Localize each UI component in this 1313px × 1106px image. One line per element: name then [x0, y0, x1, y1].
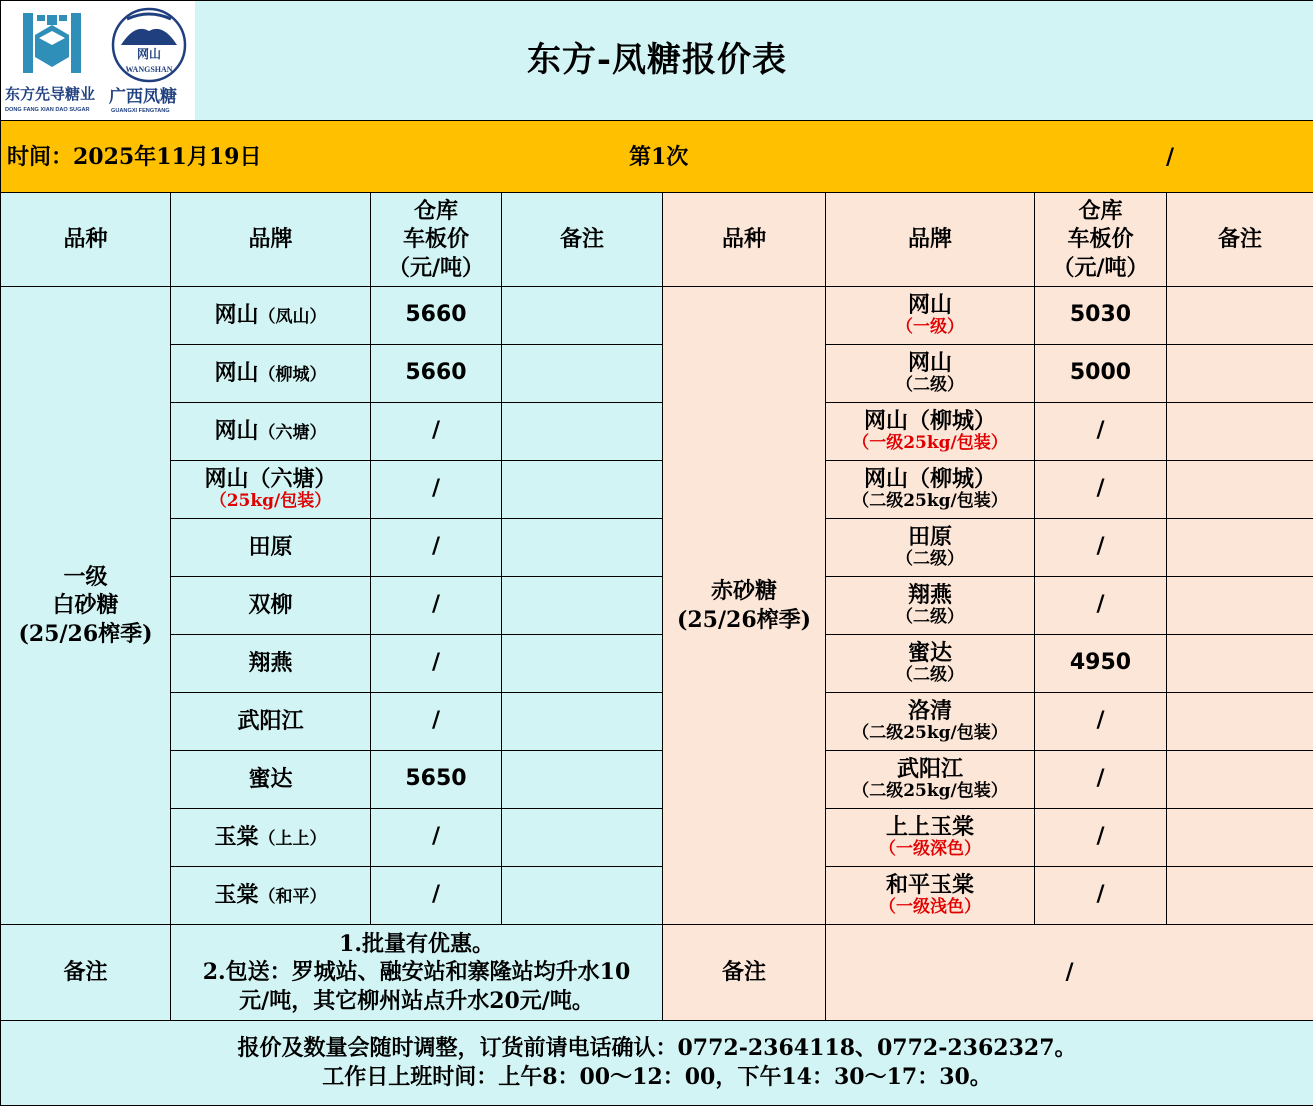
brand-right [826, 287, 1035, 345]
brand-right [826, 693, 1035, 751]
remarks-left [502, 461, 663, 519]
remarks-right [1167, 867, 1313, 925]
table-row [1, 635, 1313, 693]
brand-name: 玉棠 [214, 882, 258, 908]
brand-right [826, 635, 1035, 693]
brand-right [826, 867, 1035, 925]
brand-right [826, 519, 1035, 577]
table-row [1, 867, 1313, 925]
remarks-right [1167, 577, 1313, 635]
price-right: / [1035, 809, 1167, 867]
remarks-line-2: 2.包送：罗城站、融安站和寨隆站均升水10 [171, 958, 662, 987]
brand-name: 网山（六塘） [171, 467, 370, 491]
brand-right [826, 809, 1035, 867]
variety-right-line-2: (25/26榨季) [663, 606, 825, 635]
brand-sub: （二级） [826, 665, 1034, 685]
table-row [1, 403, 1313, 461]
date-label: 时间：2025年11月19日 [7, 143, 261, 172]
price-left: / [371, 403, 502, 461]
price-right: / [1035, 867, 1167, 925]
header-price-r1: 仓库 [1035, 197, 1166, 226]
price-left: / [371, 693, 502, 751]
remarks-right [1167, 403, 1313, 461]
header-brand-left: 品牌 [171, 193, 371, 287]
left-logo-text: 东方先导糖业 [5, 85, 95, 103]
brand-name: 武阳江 [826, 757, 1034, 781]
brand-sub: （一级浅色） [826, 897, 1034, 917]
seal-text: 网山 [137, 47, 161, 61]
brand-sub: （二级25kg/包装） [826, 781, 1034, 801]
info-bar [1, 121, 1313, 193]
header-remarks-left: 备注 [502, 193, 663, 287]
brand-name: 翔燕 [826, 583, 1034, 607]
remarks-left [502, 345, 663, 403]
header-price-right [1035, 193, 1167, 287]
brand-left [171, 809, 371, 867]
price-left: 5650 [371, 751, 502, 809]
remarks-left [502, 287, 663, 345]
brand-name: 和平玉棠 [826, 873, 1034, 897]
brand-name: 蜜达 [826, 641, 1034, 665]
header-brand-right: 品牌 [826, 193, 1035, 287]
brand-name: 网山 [826, 293, 1034, 317]
remarks-right [1167, 751, 1313, 809]
brand-sub: （二级） [826, 549, 1034, 569]
brand-name: 蜜达 [248, 766, 292, 792]
remarks-left [502, 403, 663, 461]
remarks-left [502, 751, 663, 809]
info-slash: / [1166, 143, 1174, 172]
remarks-left [502, 577, 663, 635]
variety-right [663, 287, 826, 925]
brand-sub: （六塘） [259, 423, 327, 443]
brand-right [826, 751, 1035, 809]
left-logo-en: DONG FANG XIAN DAO SUGAR [5, 107, 90, 113]
brand-sub: （一级） [826, 317, 1034, 337]
brand-sub: （凤山） [259, 307, 327, 327]
brand-sub: （二级25kg/包装） [826, 723, 1034, 743]
brand-name: 上上玉棠 [826, 815, 1034, 839]
header-price-l3: （元/吨） [371, 254, 501, 283]
price-right: / [1035, 403, 1167, 461]
table-row [1, 287, 1313, 345]
remarks-right [1167, 461, 1313, 519]
title-cell [1, 1, 1313, 121]
brand-left [171, 287, 371, 345]
brand-right [826, 403, 1035, 461]
remarks-left [502, 519, 663, 577]
brand-name: 田原 [826, 525, 1034, 549]
price-right: / [1035, 751, 1167, 809]
header-price-r3: （元/吨） [1035, 254, 1166, 283]
price-right: 4950 [1035, 635, 1167, 693]
remarks-right [1167, 635, 1313, 693]
brand-name: 翔燕 [248, 650, 292, 676]
seal-arc-text: WANGSHAN [125, 65, 172, 74]
price-left: 5660 [371, 287, 502, 345]
remarks-notes [171, 925, 663, 1021]
brand-name: 田原 [248, 534, 292, 560]
remarks-left [502, 867, 663, 925]
dongfang-logo-icon [23, 13, 81, 73]
footer-notice [1, 1021, 1313, 1106]
table-row [1, 751, 1313, 809]
brand-left [171, 345, 371, 403]
header-price-l1: 仓库 [371, 197, 501, 226]
remarks-right [1167, 693, 1313, 751]
brand-name: 网山（柳城） [826, 409, 1034, 433]
brand-name: 双柳 [248, 592, 292, 618]
brand-sub: （二级） [826, 607, 1034, 627]
price-right: / [1035, 577, 1167, 635]
header-price-r2: 车板价 [1035, 225, 1166, 254]
brand-name: 网山 [214, 302, 258, 328]
table-row [1, 809, 1313, 867]
variety-left-line-3: (25/26榨季) [1, 620, 170, 649]
brand-sub: （上上） [259, 829, 327, 849]
wangshan-seal-icon [113, 9, 185, 81]
variety-left-line-2: 白砂糖 [1, 591, 170, 620]
remarks-left [502, 635, 663, 693]
price-left: / [371, 461, 502, 519]
brand-name: 网山（柳城） [826, 467, 1034, 491]
brand-left [171, 635, 371, 693]
brand-name: 网山 [214, 418, 258, 444]
variety-left-line-1: 一级 [1, 563, 170, 592]
table-row [1, 577, 1313, 635]
brand-left [171, 403, 371, 461]
price-right: / [1035, 519, 1167, 577]
brand-left [171, 461, 371, 519]
remarks-line-3: 元/吨，其它柳州站点升水20元/吨。 [171, 987, 662, 1016]
company-logos [1, 1, 195, 120]
remarks-left [502, 693, 663, 751]
remarks-label-left: 备注 [1, 925, 171, 1021]
variety-right-line-1: 赤砂糖 [663, 577, 825, 606]
brand-name: 武阳江 [237, 708, 303, 734]
price-left: / [371, 635, 502, 693]
table-row [1, 345, 1313, 403]
brand-left [171, 577, 371, 635]
header-remarks-right: 备注 [1167, 193, 1313, 287]
price-left: 5660 [371, 345, 502, 403]
remarks-right [1167, 519, 1313, 577]
brand-name: 网山 [826, 351, 1034, 375]
brand-sub: （二级） [826, 375, 1034, 395]
brand-left [171, 751, 371, 809]
variety-left [1, 287, 171, 925]
header-variety-left: 品种 [1, 193, 171, 287]
price-left: / [371, 577, 502, 635]
brand-sub: （25kg/包装） [171, 491, 370, 511]
footer-line-1: 报价及数量会随时调整，订货前请电话确认：0772-2364118、0772-2362327。 [1, 1034, 1313, 1063]
price-right: / [1035, 693, 1167, 751]
brand-sub: （一级深色） [826, 839, 1034, 859]
header-price-left [371, 193, 502, 287]
round-label: 第1次 [629, 143, 688, 172]
remarks-right [1167, 345, 1313, 403]
price-left: / [371, 519, 502, 577]
brand-sub: （二级25kg/包装） [826, 491, 1034, 511]
table-row [1, 519, 1313, 577]
brand-sub: （和平） [259, 887, 327, 907]
brand-left [171, 519, 371, 577]
remarks-line-1: 1.批量有优惠。 [171, 930, 662, 959]
remarks-label-right: 备注 [663, 925, 826, 1021]
price-left: / [371, 809, 502, 867]
remarks-right [1167, 287, 1313, 345]
brand-left [171, 693, 371, 751]
remarks-right [1167, 809, 1313, 867]
page-title: 东方-凤糖报价表 [527, 40, 787, 80]
remarks-left [502, 809, 663, 867]
price-right: / [1035, 461, 1167, 519]
price-right: 5030 [1035, 287, 1167, 345]
logo-area [1, 1, 195, 120]
table-row [1, 693, 1313, 751]
brand-sub: （柳城） [259, 365, 327, 385]
footer-line-2: 工作日上班时间：上午8：00～12：00，下午14：30～17：30。 [1, 1063, 1313, 1092]
brand-name: 洛清 [826, 699, 1034, 723]
brand-name: 网山 [214, 360, 258, 386]
right-logo-en: GUANGXI FENGTANG [111, 108, 170, 114]
right-logo-text: 广西凤糖 [109, 86, 177, 106]
header-variety-right: 品种 [663, 193, 826, 287]
price-left: / [371, 867, 502, 925]
table-row [1, 461, 1313, 519]
header-price-l2: 车板价 [371, 225, 501, 254]
price-right: 5000 [1035, 345, 1167, 403]
remarks-value-right: / [826, 925, 1313, 1021]
brand-sub: （一级25kg/包装） [826, 433, 1034, 453]
brand-right [826, 345, 1035, 403]
brand-left [171, 867, 371, 925]
brand-name: 玉棠 [214, 824, 258, 850]
brand-right [826, 577, 1035, 635]
brand-right [826, 461, 1035, 519]
